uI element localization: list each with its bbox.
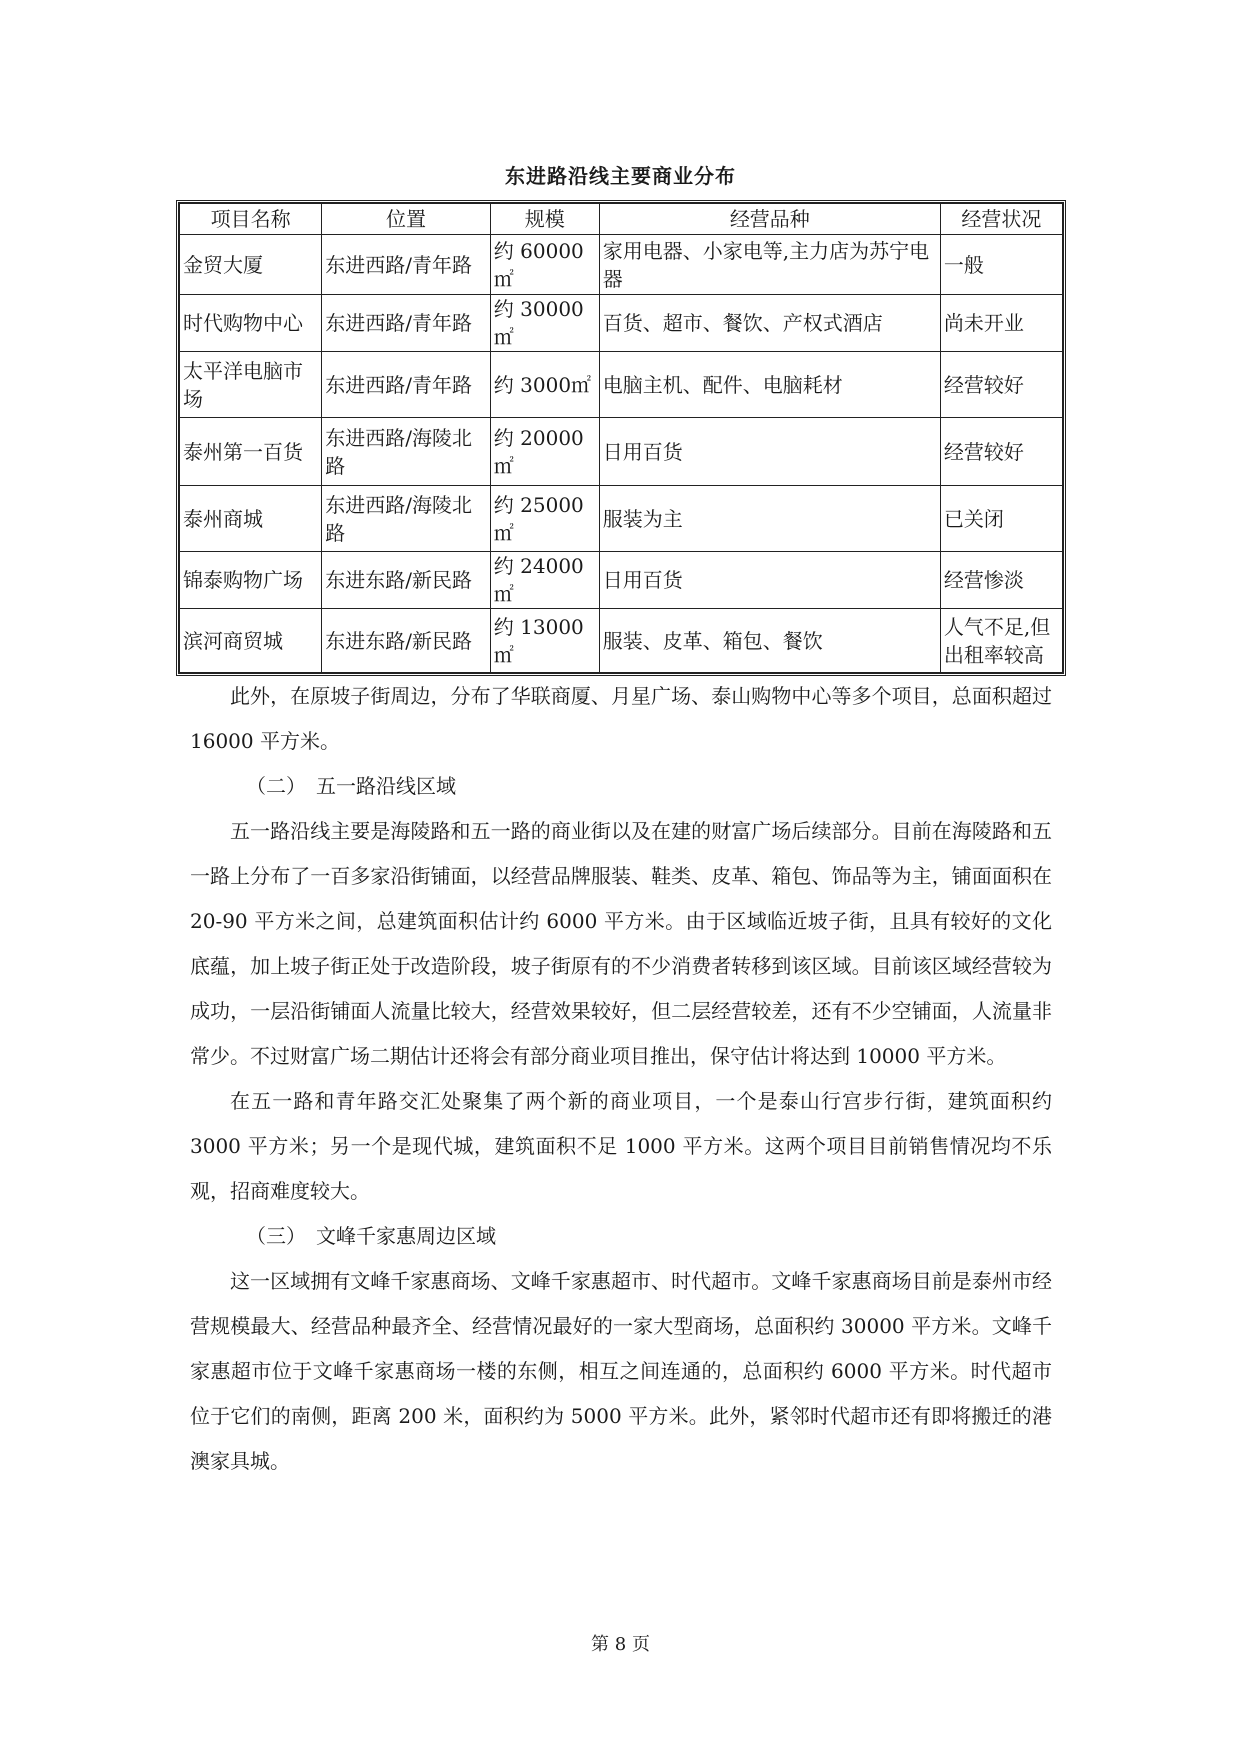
table-row: [180, 295, 1063, 352]
cell-scale: 约 3000㎡: [490, 352, 599, 418]
header-name: 项目名称: [180, 204, 322, 235]
header-variety: 经营品种: [599, 204, 940, 235]
cell-variety: 家用电器、小家电等,主力店为苏宁电器: [599, 235, 940, 295]
table-row: [180, 552, 1063, 609]
header-scale: 规模: [490, 204, 599, 235]
cell-name: 太平洋电脑市场: [180, 352, 322, 418]
cell-scale: 约 30000㎡: [490, 295, 599, 352]
cell-location: 东进西路/青年路: [322, 295, 491, 352]
table-title: 东进路沿线主要商业分布: [505, 164, 736, 188]
table-row: [180, 418, 1063, 486]
cell-variety: 电脑主机、配件、电脑耗材: [599, 352, 940, 418]
cell-name: 滨河商贸城: [180, 609, 322, 673]
cell-status: 尚未开业: [940, 295, 1062, 352]
cell-name: 金贸大厦: [180, 235, 322, 295]
cell-status: 经营惨淡: [940, 552, 1062, 609]
cell-scale: 约 25000㎡: [490, 486, 599, 552]
paragraph: 在五一路和青年路交汇处聚集了两个新的商业项目，一个是泰山行宫步行街，建筑面积约 3000 平方米；另一个是现代城，建筑面积不足 1000 平方米。这两个项目目前销售情况均不乐观，招商难度较大。: [190, 1089, 1052, 1203]
page-number: 第 8 页: [591, 1634, 650, 1655]
cell-scale: 约 20000㎡: [490, 418, 599, 486]
paragraph: 五一路沿线主要是海陵路和五一路的商业街以及在建的财富广场后续部分。目前在海陵路和五一路上分布了一百多家沿街铺面，以经营品牌服装、鞋类、皮革、箱包、饰品等为主，铺面面积在 20-90 平方米之间，总建筑面积估计约 6000 平方米。由于区域临近坡子街，且具有较好的文化底蕴，加上坡子街正处于改造阶段，坡子街原有的不少消费者转移到该区域。目前该区域经营较为成功，一层沿街铺面人流量比较大，经营效果较好，但二层经营较差，还有不少空铺面，人流量非常少。不过财富广场二期估计还将会有部分商业项目推出，保守估计将达到 10000 平方米。: [190, 819, 1052, 1068]
cell-status: 人气不足,但出租率较高: [940, 609, 1062, 673]
header-location: 位置: [322, 204, 491, 235]
cell-name: 泰州商城: [180, 486, 322, 552]
table-header-row: [180, 204, 1063, 235]
paragraph: 这一区域拥有文峰千家惠商场、文峰千家惠超市、时代超市。文峰千家惠商场目前是泰州市经营规模最大、经营品种最齐全、经营情况最好的一家大型商场，总面积约 30000 平方米。文峰千家惠超市位于文峰千家惠商场一楼的东侧，相互之间连通的，总面积约 6000 平方米。时代超市位于它们的南侧，距离 200 米，面积约为 5000 平方米。此外，紧邻时代超市还有即将搬迁的港澳家具城。: [190, 1269, 1052, 1473]
cell-location: 东进西路/海陵北路: [322, 486, 491, 552]
section-heading: （二） 五一路沿线区域: [246, 774, 456, 798]
table-row: [180, 609, 1063, 673]
cell-variety: 服装为主: [599, 486, 940, 552]
cell-variety: 日用百货: [599, 552, 940, 609]
cell-location: 东进西路/青年路: [322, 235, 491, 295]
cell-status: 经营较好: [940, 352, 1062, 418]
cell-scale: 约 60000㎡: [490, 235, 599, 295]
table-row: [180, 486, 1063, 552]
section-heading: （三） 文峰千家惠周边区域: [246, 1224, 496, 1248]
cell-name: 锦泰购物广场: [180, 552, 322, 609]
cell-location: 东进东路/新民路: [322, 609, 491, 673]
cell-variety: 百货、超市、餐饮、产权式酒店: [599, 295, 940, 352]
paragraph: 此外，在原坡子街周边，分布了华联商厦、月星广场、泰山购物中心等多个项目，总面积超过 16000 平方米。: [190, 684, 1052, 753]
cell-status: 一般: [940, 235, 1062, 295]
cell-scale: 约 24000㎡: [490, 552, 599, 609]
cell-name: 时代购物中心: [180, 295, 322, 352]
cell-variety: 服装、皮革、箱包、餐饮: [599, 609, 940, 673]
cell-variety: 日用百货: [599, 418, 940, 486]
cell-location: 东进东路/新民路: [322, 552, 491, 609]
table-row: [180, 235, 1063, 295]
cell-location: 东进西路/青年路: [322, 352, 491, 418]
commerce-table: [176, 200, 1066, 676]
cell-scale: 约 13000㎡: [490, 609, 599, 673]
body-text: [190, 674, 1052, 1484]
cell-location: 东进西路/海陵北路: [322, 418, 491, 486]
cell-name: 泰州第一百货: [180, 418, 322, 486]
header-status: 经营状况: [940, 204, 1062, 235]
cell-status: 经营较好: [940, 418, 1062, 486]
cell-status: 已关闭: [940, 486, 1062, 552]
table-row: [180, 352, 1063, 418]
